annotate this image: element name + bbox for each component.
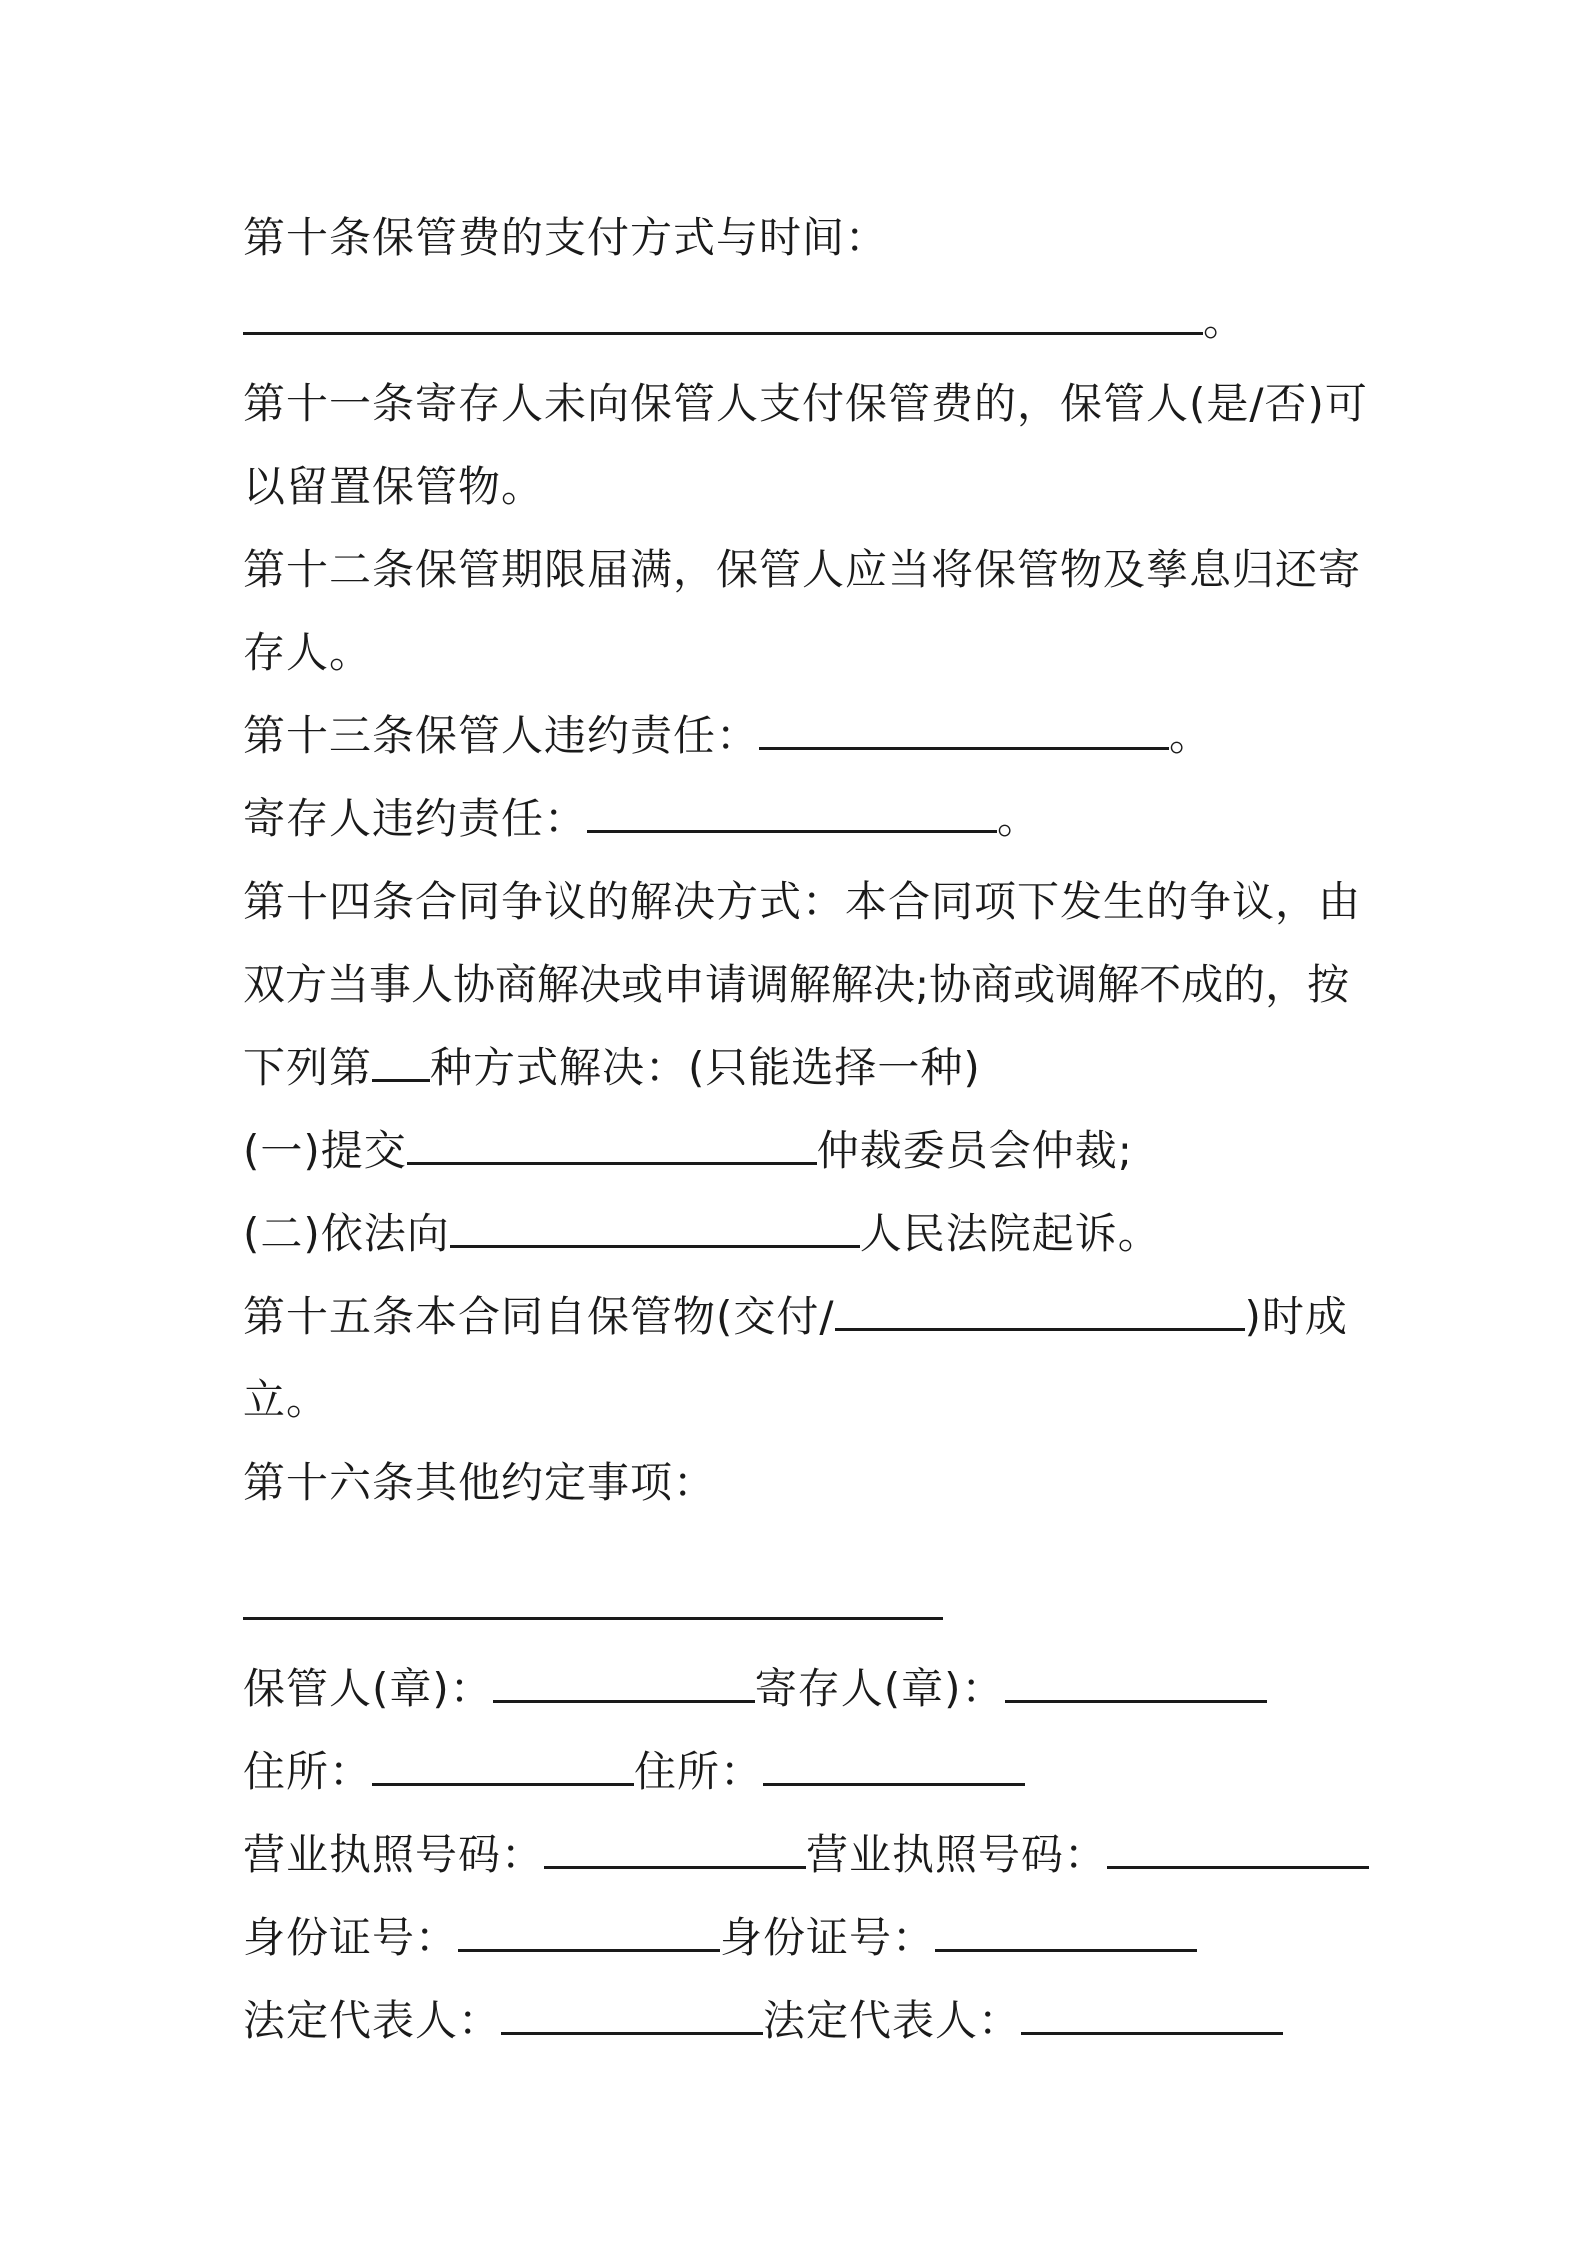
article-11-line2: 以留置保管物。 bbox=[243, 462, 545, 511]
article-11-line1: 第十一条寄存人未向保管人支付保管费的，保管人(是/否)可 bbox=[243, 379, 1368, 428]
article-12-line1: 第十二条保管期限届满，保管人应当将保管物及孳息归还寄 bbox=[243, 545, 1362, 594]
article-14-line1: 第十四条合同争议的解决方式：本合同项下发生的争议，由 bbox=[243, 877, 1362, 926]
fill-blank[interactable] bbox=[763, 1747, 1025, 1786]
article-15-line1: 第十五条本合同自保管物(交付/ )时成 bbox=[243, 1292, 1348, 1341]
contract-body bbox=[243, 196, 1368, 2062]
fill-blank[interactable] bbox=[1021, 1996, 1283, 2035]
fill-blank[interactable] bbox=[372, 1747, 634, 1786]
signature-license-row: 营业执照号码： 营业执照号码： bbox=[243, 1813, 1363, 1896]
fill-blank[interactable] bbox=[935, 1913, 1197, 1952]
article-13-custodian: 第十三条保管人违约责任： 。 bbox=[243, 711, 1213, 760]
signature-seal-row: 保管人(章)： 寄存人(章)： bbox=[243, 1647, 1363, 1730]
article-13-depositor: 寄存人违约责任： 。 bbox=[243, 794, 1041, 843]
fill-blank[interactable] bbox=[1005, 1664, 1267, 1703]
article-15-line2: 立。 bbox=[243, 1375, 330, 1424]
fill-blank[interactable] bbox=[407, 1126, 817, 1165]
article-10-blank-line: 。 bbox=[243, 279, 1363, 362]
article-10-title: 第十条保管费的支付方式与时间： bbox=[243, 213, 889, 262]
article-16-blank-line bbox=[243, 1564, 1363, 1647]
article-14-line3: 下列第 种方式解决：(只能选择一种) bbox=[243, 1043, 981, 1092]
fill-blank[interactable] bbox=[243, 1581, 943, 1620]
fill-blank[interactable] bbox=[243, 296, 1203, 335]
fill-blank[interactable] bbox=[458, 1913, 720, 1952]
fill-blank[interactable] bbox=[1107, 1830, 1369, 1869]
article-16-title: 第十六条其他约定事项： bbox=[243, 1458, 717, 1507]
signature-address-row: 住所： 住所： bbox=[243, 1730, 1363, 1813]
article-14-option-2: (二)依法向 人民法院起诉。 bbox=[243, 1209, 1161, 1258]
fill-blank[interactable] bbox=[759, 711, 1169, 750]
fill-blank[interactable] bbox=[450, 1209, 860, 1248]
fill-blank[interactable] bbox=[501, 1996, 763, 2035]
fill-blank[interactable] bbox=[372, 1043, 430, 1082]
fill-blank[interactable] bbox=[544, 1830, 806, 1869]
article-14-line2: 双方当事人协商解决或申请调解解决;协商或调解不成的，按 bbox=[243, 960, 1350, 1009]
fill-blank[interactable] bbox=[587, 794, 997, 833]
signature-legal-rep-row: 法定代表人： 法定代表人： bbox=[243, 1979, 1363, 2062]
fill-blank[interactable] bbox=[835, 1292, 1245, 1331]
article-14-option-1: (一)提交 仲裁委员会仲裁; bbox=[243, 1126, 1133, 1175]
article-12-line2: 存人。 bbox=[243, 628, 373, 677]
signature-id-row: 身份证号： 身份证号： bbox=[243, 1896, 1363, 1979]
spacer bbox=[243, 1524, 1363, 1564]
fill-blank[interactable] bbox=[493, 1664, 755, 1703]
